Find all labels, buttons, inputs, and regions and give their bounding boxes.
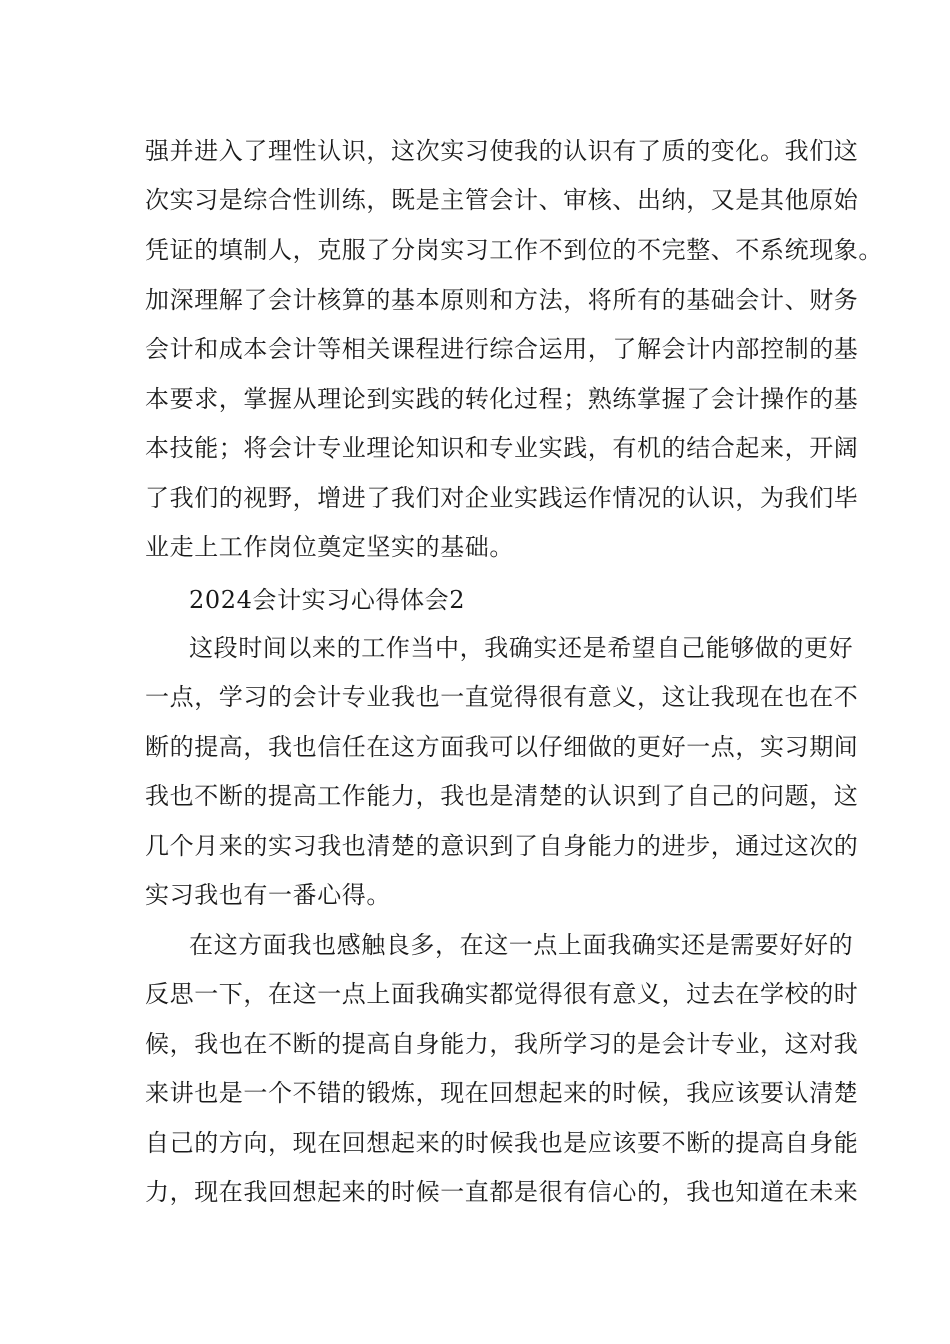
text-line: 断的提高，我也信任在这方面我可以仔细做的更好一点，实习期间 [145,733,859,761]
text-line: 候，我也在不断的提高自身能力，我所学习的是会计专业，这对我 [145,1030,859,1058]
text-line: 本技能；将会计专业理论知识和专业实践，有机的结合起来，开阔 [145,434,859,462]
text-line: 自己的方向，现在回想起来的时候我也是应该要不断的提高自身能 [145,1129,859,1157]
text-line: 力，现在我回想起来的时候一直都是很有信心的，我也知道在未来 [145,1178,859,1206]
text-line: 加深理解了会计核算的基本原则和方法，将所有的基础会计、财务 [145,286,859,314]
text-line: 次实习是综合性训练，既是主管会计、审核、出纳，又是其他原始 [145,186,859,214]
text-line: 反思一下，在这一点上面我确实都觉得很有意义，过去在学校的时 [145,980,859,1008]
text-line: 业走上工作岗位奠定坚实的基础。 [145,533,514,561]
text-line: 会计和成本会计等相关课程进行综合运用，了解会计内部控制的基 [145,335,859,363]
text-line: 本要求，掌握从理论到实践的转化过程；熟练掌握了会计操作的基 [145,385,859,413]
text-line: 实习我也有一番心得。 [145,881,391,909]
text-line: 强并进入了理性认识，这次实习使我的认识有了质的变化。我们这 [145,137,859,165]
text-line: 一点，学习的会计专业我也一直觉得很有意义，这让我现在也在不 [145,683,859,711]
text-line: 几个月来的实习我也清楚的意识到了自身能力的进步，通过这次的 [145,832,859,860]
text-line: 凭证的填制人，克服了分岗实习工作不到位的不完整、不系统现象。 [145,236,883,264]
text-line: 来讲也是一个不错的锻炼，现在回想起来的时候，我应该要认清楚 [145,1079,859,1107]
text-line: 了我们的视野，增进了我们对企业实践运作情况的认识，为我们毕 [145,484,859,512]
text-line: 我也不断的提高工作能力，我也是清楚的认识到了自己的问题，这 [145,782,859,810]
text-line: 在这方面我也感触良多，在这一点上面我确实还是需要好好的 [189,931,854,959]
text-line: 这段时间以来的工作当中，我确实还是希望自己能够做的更好 [189,634,854,662]
section-heading: 2024会计实习心得体会2 [189,586,466,614]
